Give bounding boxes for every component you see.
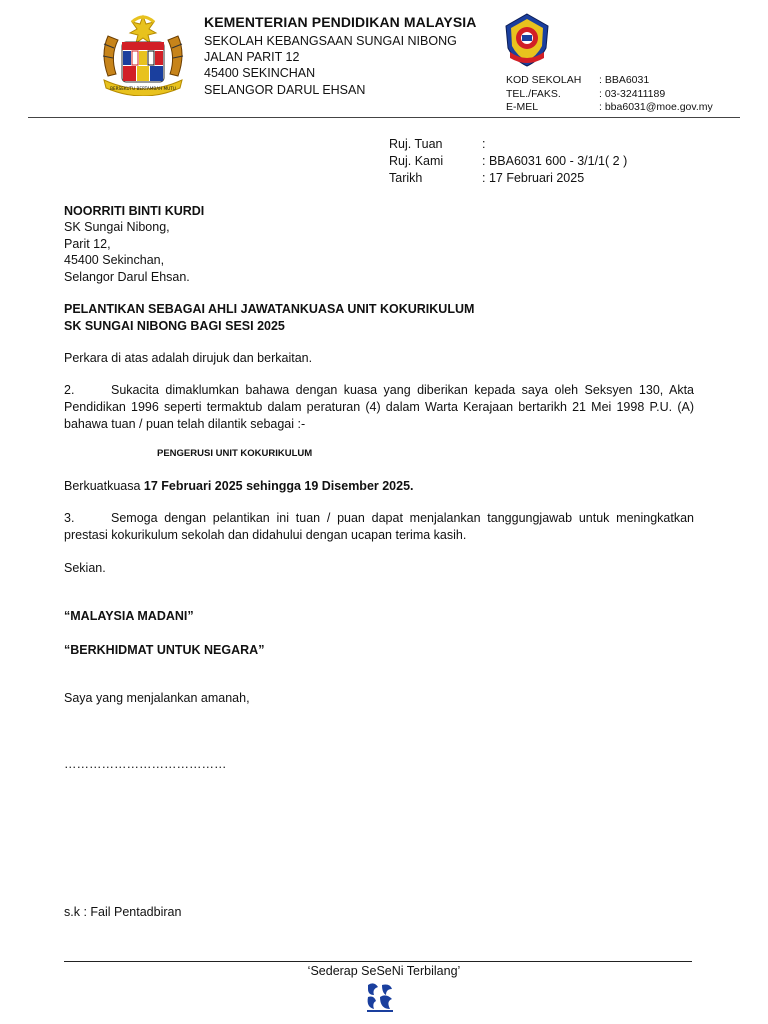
address-line-1: JALAN PARIT 12 [204,50,300,64]
ref-date: Tarikh : 17 Februari 2025 [389,171,585,185]
slogan-berkhidmat: “BERKHIDMAT UNTUK NEGARA” [64,643,265,657]
intro-text: Perkara di atas adalah dirujuk dan berkaitan. [64,351,313,365]
address-line-3: SELANGOR DARUL EHSAN [204,83,366,97]
footer-motto: ‘Sederap SeSeNi Terbilang’ [307,964,461,978]
footer-divider [64,961,692,962]
signature-line: ………………………………… [64,757,227,771]
closing-text: Sekian. [64,561,106,575]
paragraph-2: 2. Sukacita dimaklumkan bahawa dengan kuasa yang diberikan kepada saya oleh Seksyen 130, Akta Pendidikan 1996 seperti termaktub dalam peraturan (4) dalam Warta Kerajaan bertarikh 21 Mei 1998 P.U. (A) bahawa tuan / puan telah dilantik sebagai :- [64,383,694,431]
paragraph-3: 3. Semoga dengan pelantikan ini tuan / puan dapat menjalankan tanggungjawab untuk meningkatkan prestasi kokurikulum sekolah dan didahului dengan ucapan terima kasih. [64,511,694,542]
contact-school-code: KOD SEKOLAH : BBA6031 [506,74,650,86]
school-crest-logo [502,12,552,68]
ref-your: Ruj. Tuan : [389,137,486,151]
recipient-line-3: 45400 Sekinchan, [64,253,165,267]
recipient-line-4: Selangor Darul Ehsan. [64,270,190,284]
footer-logo [364,981,396,1013]
subject-line-1: PELANTIKAN SEBAGAI AHLI JAWATANKUASA UNIT KOKURIKULUM [64,302,475,316]
ref-ours: Ruj. Kami : BBA6031 600 - 3/1/1( 2 ) [389,154,628,168]
appointed-position: PENGERUSI UNIT KOKURIKULUM [157,448,313,459]
signoff-text: Saya yang menjalankan amanah, [64,691,250,705]
coat-of-arms-logo [94,14,192,96]
recipient-name: NOORRITI BINTI KURDI [64,204,205,218]
subject-line-2: SK SUNGAI NIBONG BAGI SESI 2025 [64,319,285,333]
cc-text: s.k : Fail Pentadbiran [64,905,182,919]
contact-email: E-MEL : bba6031@moe.gov.my [506,101,713,113]
school-name: SEKOLAH KEBANGSAAN SUNGAI NIBONG [204,34,457,48]
slogan-madani: “MALAYSIA MADANI” [64,609,194,623]
svg-text:BERSEKUTU BERTAMBAH MUTU: BERSEKUTU BERTAMBAH MUTU [110,86,176,91]
contact-phone: TEL./FAKS. : 03-32411189 [506,88,666,100]
recipient-line-2: Parit 12, [64,237,111,251]
address-line-2: 45400 SEKINCHAN [204,66,316,80]
ministry-title: KEMENTERIAN PENDIDIKAN MALAYSIA [204,14,477,30]
header-divider [28,117,740,118]
effective-date: Berkuatkuasa 17 Februari 2025 sehingga 19 Disember 2025. [64,479,414,493]
recipient-line-1: SK Sungai Nibong, [64,220,170,234]
